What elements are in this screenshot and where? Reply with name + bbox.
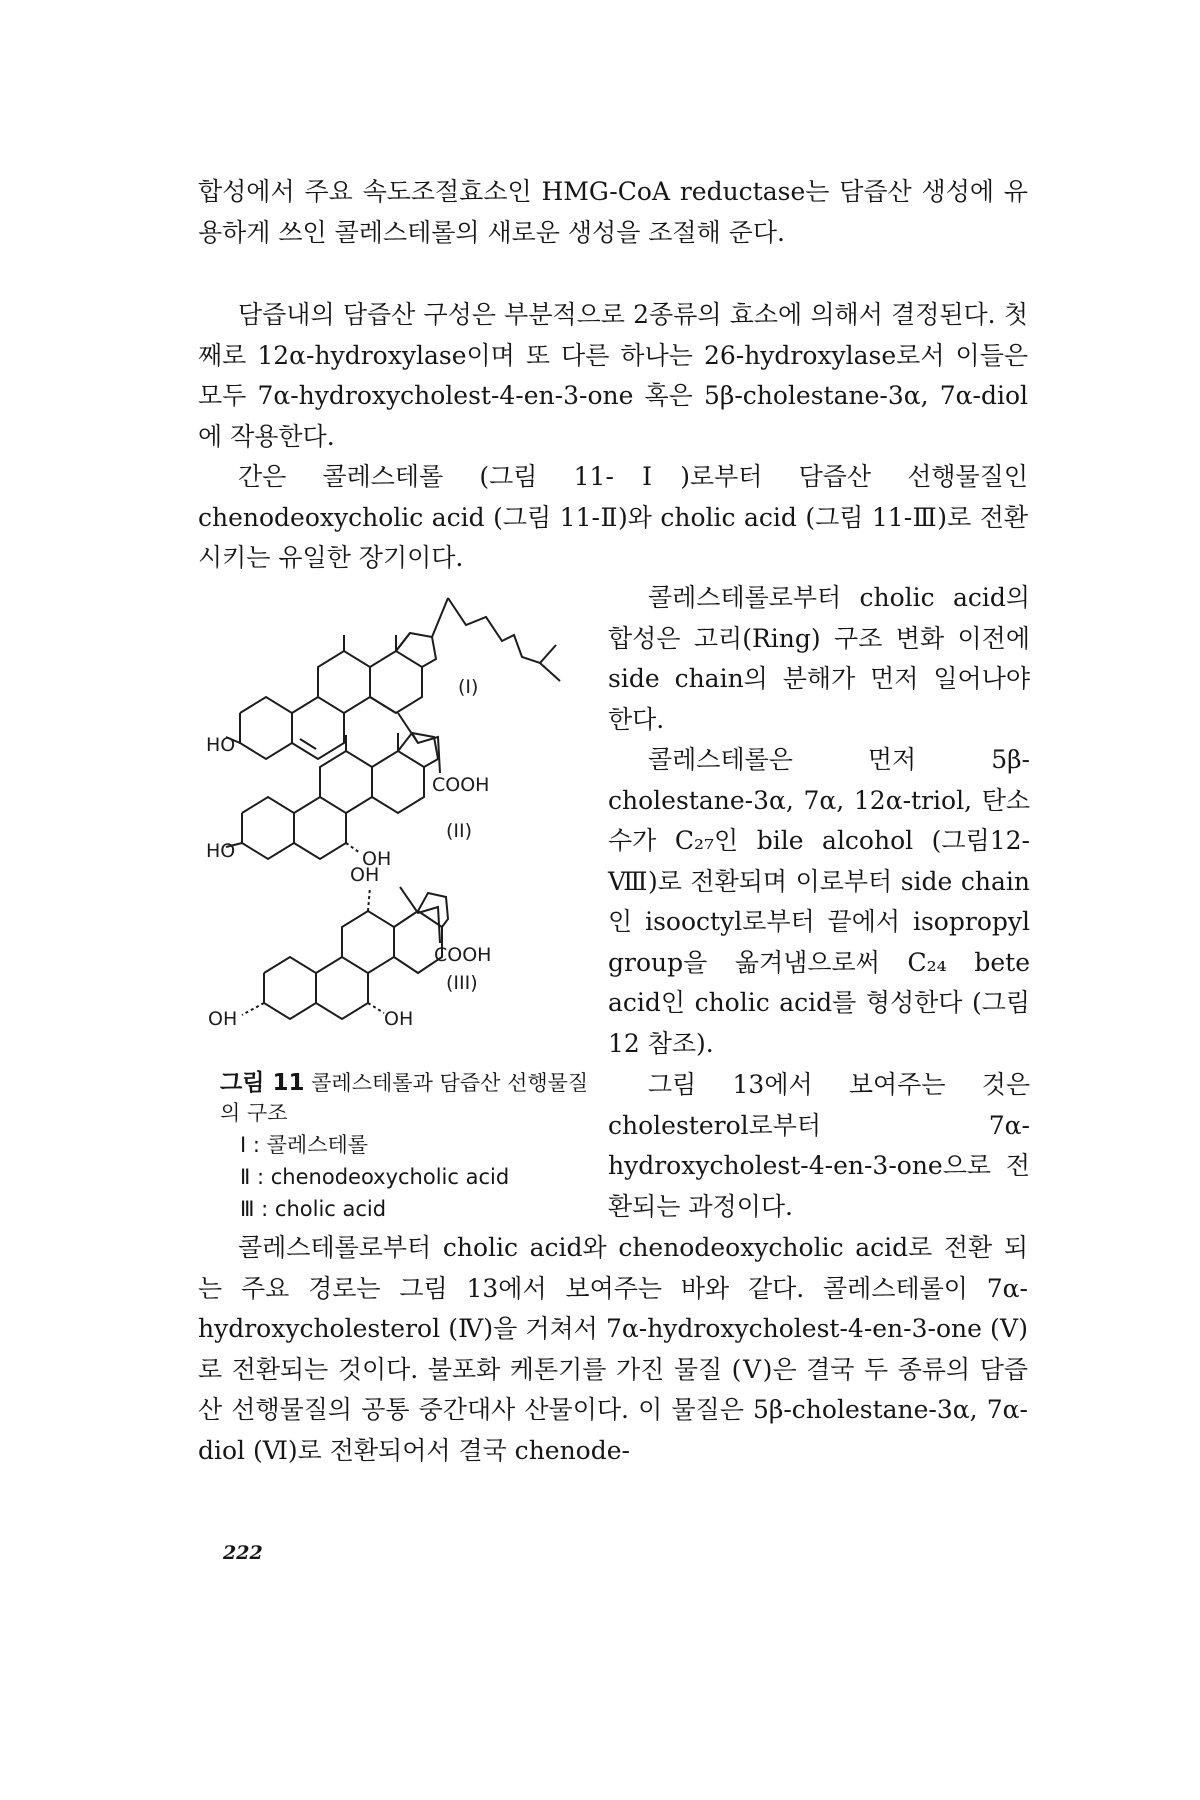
cholic-synthesis-paragraph: 콜레스테롤로부터 cholic acid의 합성은 고리(Ring) 구조 변화 이전에 side chain의 분해가 먼저 일어나야 한다.	[608, 583, 1030, 734]
label-iii: (III)	[446, 972, 478, 994]
chenodeoxycholic-cooh-label: COOH	[432, 774, 490, 796]
figure13-paragraph: 그림 13에서 보여주는 것은 cholesterol로부터 7α-hydroxycholest-4-en-3-one으로 전환되는 과정이다.	[608, 1070, 1030, 1221]
enzyme-paragraph: 담즙내의 담즙산 구성은 부분적으로 2종류의 효소에 의해서 결정된다. 첫째로 12α-hydroxylase이며 또 다른 하나는 26-hydroxylase로서 이들은 모두 7α-hydroxycholest-4-en-3-one 혹은 5β-cholestane-3α, 7α-diol에 작용한다.	[198, 300, 1028, 451]
pathway-paragraph: 콜레스테롤로부터 cholic acid와 chenodeoxycholic acid로 전환 되는 주요 경로는 그림 13에서 보여주는 바와 같다. 콜레스테롤이 7α-hydroxycholesterol (Ⅳ)을 거쳐서 7α-hydroxycholest-4-en-3-one (Ⅴ)로 전환되는 것이다. 불포화 케톤기를 가진 물질 (Ⅴ)은 결국 두 종류의 담즙산 선행물질의 공통 중간대사 산물이다. 이 물질은 5β-cholestane-3α, 7α-diol (Ⅵ)로 전환되어서 결국 chenode-	[198, 1233, 1028, 1465]
caption-item-chenodeoxycholic: Ⅱ : chenodeoxycholic acid	[240, 1165, 510, 1189]
cholic-structure	[208, 864, 491, 1030]
caption-item-cholesterol: Ⅰ : 콜레스테롤	[240, 1133, 369, 1157]
cholesterol-ho-label: HO	[206, 734, 236, 756]
page-number: 222	[223, 1542, 263, 1564]
chenodeoxycholic-oh-label: OH	[362, 848, 392, 870]
cholic-oh-right-label: OH	[384, 1008, 414, 1030]
caption-item-cholic: Ⅲ : cholic acid	[240, 1197, 387, 1221]
triol-paragraph: 콜레스테롤은 먼저 5β-cholestane-3α, 7α, 12α-triol, 탄소수가 C₂₇인 bile alcohol (그림12-Ⅷ)로 전환되며 이로부터 side chain인 isooctyl로부터 끝에서 isopropyl group을 옮겨냄으로써 C₂₄ bete acid인 cholic acid를 형성한다 (그림 12 참조).	[608, 745, 1030, 1058]
liver-paragraph: 간은 콜레스테롤 (그림 11-Ⅰ)로부터 담즙산 선행물질인 chenodeoxycholic acid (그림 11-Ⅱ)와 cholic acid (그림 11-Ⅲ)로 전환시키는 유일한 장기이다.	[198, 462, 1028, 572]
figure-caption-text: 콜레스테롤과 담즙산 선행물질의 구조	[220, 1071, 589, 1125]
figure-caption	[220, 1068, 590, 1128]
cholic-oh-left-label: OH	[208, 1008, 238, 1030]
intro-paragraph: 합성에서 주요 속도조절효소인 HMG-CoA reductase는 담즙산 생성에 유용하게 쓰인 콜레스테롤의 새로운 생성을 조절해 준다.	[198, 177, 1028, 247]
chenodeoxycholic-structure	[206, 713, 489, 870]
chenodeoxycholic-ho-label: HO	[206, 840, 236, 862]
cholic-cooh-label: COOH	[434, 944, 492, 966]
steroid-structures-figure	[206, 575, 590, 1065]
label-ii: (II)	[446, 820, 473, 842]
label-i: (I)	[458, 676, 479, 698]
cholic-oh-top-label: OH	[350, 864, 380, 886]
cholesterol-structure	[206, 598, 560, 759]
figure-caption-number: 그림 11	[220, 1070, 305, 1096]
